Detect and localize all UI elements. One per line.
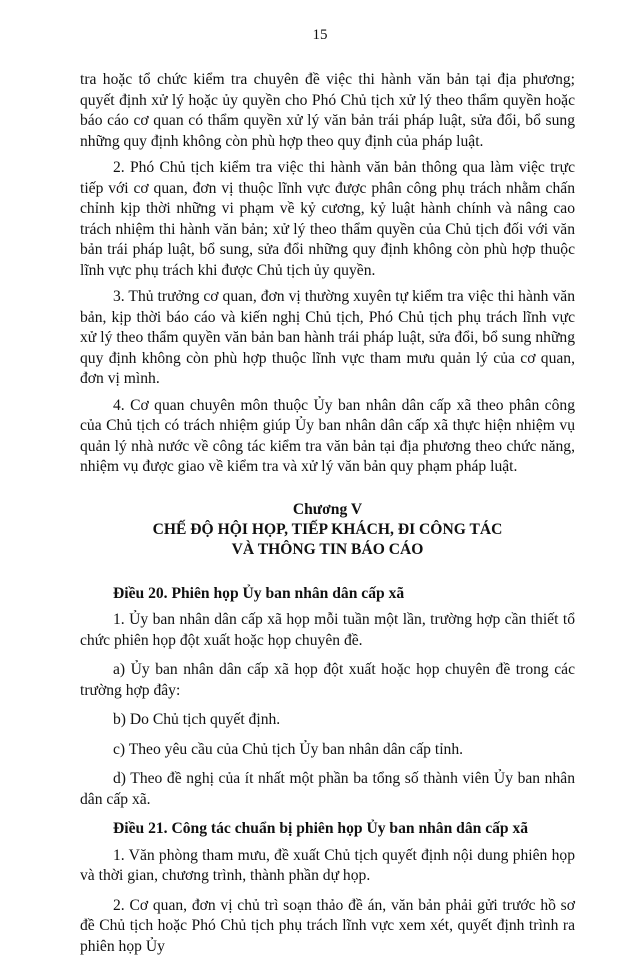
paragraph-continuation: tra hoặc tổ chức kiểm tra chuyên đề việc thi hành văn bản tại địa phương; quyết định xử lý hoặc ủy quyền cho Phó Chủ tịch xử lý theo thẩm quyền hoặc báo cáo cơ quan có thẩm quyền xử lý văn bản trái pháp luật, sửa đổi, bổ sung những quy định không còn phù hợp theo quy định của pháp luật. bbox=[80, 71, 575, 150]
paragraph-item-2: 2. Phó Chủ tịch kiểm tra việc thi hành văn bản thông qua làm việc trực tiếp với cơ quan, đơn vị thuộc lĩnh vực được phân công phụ trách nhằm chấn chỉnh kịp thời những vi phạm về kỷ cương, kỷ luật hành chính và nâng cao trách nhiệm thi hành văn bản; xử lý theo thẩm quyền của Chủ tịch đối với văn bản trái pháp luật, bổ sung, sửa đổi những quy định không còn phù hợp thuộc lĩnh vực phụ trách khi được Chủ tịch ủy quyền. bbox=[80, 159, 575, 279]
article-21-title: Điều 21. Công tác chuẩn bị phiên họp Ủy ban nhân dân cấp xã bbox=[113, 820, 529, 837]
article-20-point-c: c) Theo yêu cầu của Chủ tịch Ủy ban nhân dân cấp tỉnh. bbox=[113, 740, 464, 758]
chapter-title-line-2: VÀ THÔNG TIN BÁO CÁO bbox=[231, 540, 424, 558]
chapter-heading bbox=[80, 500, 575, 560]
paragraph-item-3: 3. Thủ trưởng cơ quan, đơn vị thường xuyên tự kiểm tra việc thi hành văn bản, kịp thời báo cáo và kiến nghị Chủ tịch, Phó Chủ tịch phụ trách lĩnh vực xử lý theo thẩm quyền văn bản ban hành trái pháp luật, sửa đổi, bổ sung những quy định không còn phù hợp thuộc lĩnh vực tham mưu quản lý của cơ quan, đơn vị mình. bbox=[80, 288, 575, 387]
page-number: 15 bbox=[312, 27, 328, 43]
article-20-clause-1: 1. Ủy ban nhân dân cấp xã họp mỗi tuần một lần, trường hợp cần thiết tổ chức phiên họp đột xuất hoặc họp chuyên đề. bbox=[80, 611, 575, 649]
document-body bbox=[80, 70, 575, 963]
chapter-number: Chương V bbox=[292, 500, 363, 518]
paragraph-item-4: 4. Cơ quan chuyên môn thuộc Ủy ban nhân dân cấp xã theo phân công của Chủ tịch có trách nhiệm giúp Ủy ban nhân dân cấp xã thực hiện nhiệm vụ quản lý nhà nước về công tác kiểm tra văn bản tại địa phương theo chức năng, nhiệm vụ được giao về kiểm tra và xử lý văn bản quy phạm pháp luật. bbox=[80, 396, 575, 475]
article-21-clause-1: 1. Văn phòng tham mưu, đề xuất Chủ tịch quyết định nội dung phiên họp và thời gian, chương trình, thành phần dự họp. bbox=[80, 846, 575, 884]
article-20-point-a: a) Ủy ban nhân dân cấp xã họp đột xuất hoặc họp chuyên đề trong các trường hợp đây: bbox=[80, 661, 575, 699]
article-20-point-b: b) Do Chủ tịch quyết định. bbox=[113, 711, 281, 728]
article-21-clause-2: 2. Cơ quan, đơn vị chủ trì soạn thảo đề án, văn bản phải gửi trước hồ sơ đề Chủ tịch hoặc Phó Chủ tịch phụ trách lĩnh vực xem xét, quyết định trình ra phiên họp Ủy bbox=[80, 896, 575, 955]
chapter-title-line-1: CHẾ ĐỘ HỘI HỌP, TIẾP KHÁCH, ĐI CÔNG TÁC bbox=[152, 520, 503, 538]
article-20-title: Điều 20. Phiên họp Ủy ban nhân dân cấp xã bbox=[113, 584, 405, 602]
article-20-point-d: d) Theo đề nghị của ít nhất một phần ba tổng số thành viên Ủy ban nhân dân cấp xã. bbox=[80, 770, 575, 808]
